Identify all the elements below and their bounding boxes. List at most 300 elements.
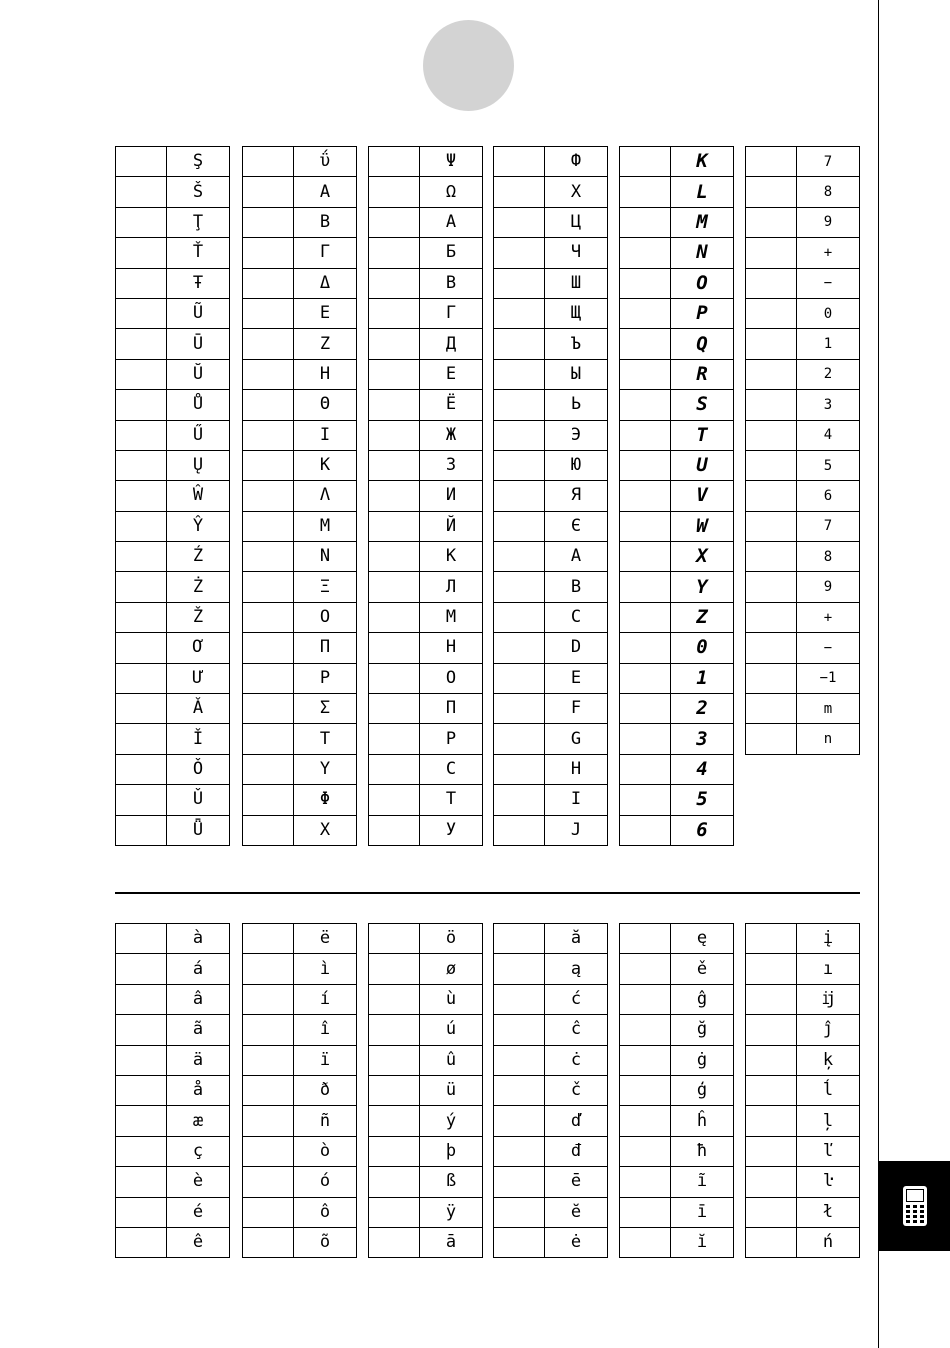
char-row xyxy=(494,511,608,541)
char-glyph-cell: Ů xyxy=(167,390,230,420)
char-glyph-cell: − xyxy=(797,633,860,663)
char-glyph-cell: 0 xyxy=(671,633,734,663)
char-glyph-cell: Ю xyxy=(545,450,608,480)
char-glyph-cell: Ż xyxy=(167,572,230,602)
char-code-cell xyxy=(116,694,167,724)
char-glyph-cell: ŀ xyxy=(797,1167,860,1197)
char-code-cell xyxy=(620,481,671,511)
char-glyph-cell: ė xyxy=(545,1227,608,1257)
char-code-cell xyxy=(116,633,167,663)
char-code-cell xyxy=(620,815,671,845)
char-code-cell xyxy=(243,724,294,754)
char-row xyxy=(243,754,357,784)
char-table-bottom-1 xyxy=(115,923,230,1258)
char-code-cell xyxy=(620,450,671,480)
chapter-tab xyxy=(879,1161,950,1251)
char-code-cell xyxy=(494,602,545,632)
char-glyph-cell: ô xyxy=(294,1197,357,1227)
char-glyph-cell: Ρ xyxy=(294,663,357,693)
char-row xyxy=(116,1045,230,1075)
char-code-cell xyxy=(620,1136,671,1166)
char-glyph-cell: è xyxy=(167,1167,230,1197)
char-row xyxy=(116,511,230,541)
char-glyph-cell: ë xyxy=(294,924,357,954)
char-glyph-cell: Ŧ xyxy=(167,268,230,298)
char-row xyxy=(116,390,230,420)
char-glyph-cell: ħ xyxy=(671,1136,734,1166)
char-glyph-cell: Z xyxy=(671,602,734,632)
char-row xyxy=(620,602,734,632)
char-code-cell xyxy=(369,815,420,845)
char-glyph-cell: Α xyxy=(294,177,357,207)
char-row xyxy=(369,1227,483,1257)
char-code-cell xyxy=(116,450,167,480)
char-glyph-cell: Х xyxy=(545,177,608,207)
char-glyph-cell: Л xyxy=(420,572,483,602)
char-glyph-cell: G xyxy=(545,724,608,754)
char-row xyxy=(494,1075,608,1105)
char-glyph-cell: P xyxy=(671,298,734,328)
char-glyph-cell: А xyxy=(420,207,483,237)
char-row xyxy=(620,329,734,359)
char-glyph-cell: Ъ xyxy=(545,329,608,359)
char-glyph-cell: ý xyxy=(420,1106,483,1136)
char-code-cell xyxy=(116,177,167,207)
char-glyph-cell: Ž xyxy=(167,602,230,632)
page-number-circle xyxy=(423,20,514,111)
char-row xyxy=(746,207,860,237)
char-code-cell xyxy=(746,147,797,177)
char-row xyxy=(243,984,357,1014)
char-code-cell xyxy=(243,450,294,480)
char-row xyxy=(746,984,860,1014)
char-glyph-cell: Є xyxy=(545,511,608,541)
char-code-cell xyxy=(620,954,671,984)
char-row xyxy=(116,694,230,724)
char-code-cell xyxy=(746,450,797,480)
char-glyph-cell: X xyxy=(671,542,734,572)
char-row xyxy=(243,924,357,954)
char-code-cell xyxy=(116,954,167,984)
char-code-cell xyxy=(116,207,167,237)
char-code-cell xyxy=(746,1197,797,1227)
char-glyph-cell: Б xyxy=(420,238,483,268)
char-glyph-cell: Τ xyxy=(294,724,357,754)
char-glyph-cell: E xyxy=(545,663,608,693)
char-table-bottom-5 xyxy=(619,923,734,1258)
char-glyph-cell: ľ xyxy=(797,1136,860,1166)
char-code-cell xyxy=(620,724,671,754)
char-code-cell xyxy=(620,147,671,177)
char-glyph-cell: ä xyxy=(167,1045,230,1075)
char-code-cell xyxy=(746,359,797,389)
char-glyph-cell: ĕ xyxy=(545,1197,608,1227)
char-glyph-cell: M xyxy=(671,207,734,237)
char-glyph-cell: Υ xyxy=(294,754,357,784)
char-glyph-cell: О xyxy=(420,663,483,693)
char-code-cell xyxy=(620,1167,671,1197)
char-code-cell xyxy=(746,1227,797,1257)
char-row xyxy=(369,1197,483,1227)
char-code-cell xyxy=(243,511,294,541)
char-code-cell xyxy=(116,754,167,784)
char-table-top-6 xyxy=(745,146,860,755)
char-code-cell xyxy=(116,1197,167,1227)
char-glyph-cell: ã xyxy=(167,1015,230,1045)
char-glyph-cell: A xyxy=(545,542,608,572)
char-row xyxy=(746,268,860,298)
char-row xyxy=(494,1167,608,1197)
char-code-cell xyxy=(620,754,671,784)
char-code-cell xyxy=(116,1167,167,1197)
char-row xyxy=(369,1106,483,1136)
char-glyph-cell: К xyxy=(420,542,483,572)
char-code-cell xyxy=(620,177,671,207)
char-glyph-cell: ó xyxy=(294,1167,357,1197)
char-row xyxy=(369,954,483,984)
char-glyph-cell: m xyxy=(797,694,860,724)
char-glyph-cell: ğ xyxy=(671,1015,734,1045)
char-glyph-cell: ÿ xyxy=(420,1197,483,1227)
char-glyph-cell: ļ xyxy=(797,1106,860,1136)
char-code-cell xyxy=(369,390,420,420)
char-glyph-cell: W xyxy=(671,511,734,541)
char-glyph-cell: S xyxy=(671,390,734,420)
char-glyph-cell: Y xyxy=(671,572,734,602)
char-row xyxy=(746,147,860,177)
char-row xyxy=(243,1045,357,1075)
char-table-top-2 xyxy=(242,146,357,846)
char-code-cell xyxy=(369,511,420,541)
char-glyph-cell: Ū xyxy=(167,329,230,359)
right-margin-rule xyxy=(878,0,879,1348)
char-row xyxy=(494,924,608,954)
char-glyph-cell: Ι xyxy=(294,420,357,450)
char-code-cell xyxy=(369,954,420,984)
char-code-cell xyxy=(746,481,797,511)
char-code-cell xyxy=(620,1227,671,1257)
char-table-top-4 xyxy=(493,146,608,846)
char-row xyxy=(494,1106,608,1136)
char-code-cell xyxy=(369,359,420,389)
char-row xyxy=(243,602,357,632)
char-row xyxy=(116,177,230,207)
char-glyph-cell: L xyxy=(671,177,734,207)
char-glyph-cell: ĥ xyxy=(671,1106,734,1136)
char-code-cell xyxy=(746,542,797,572)
char-row xyxy=(494,815,608,845)
char-row xyxy=(369,694,483,724)
char-row xyxy=(116,1167,230,1197)
char-code-cell xyxy=(746,298,797,328)
char-row xyxy=(746,481,860,511)
char-glyph-cell: Ŷ xyxy=(167,511,230,541)
char-code-cell xyxy=(369,633,420,663)
char-code-cell xyxy=(494,450,545,480)
char-code-cell xyxy=(369,147,420,177)
char-code-cell xyxy=(494,359,545,389)
char-row xyxy=(746,724,860,754)
char-row xyxy=(369,238,483,268)
char-row xyxy=(369,390,483,420)
char-glyph-cell: Ж xyxy=(420,420,483,450)
char-code-cell xyxy=(116,1106,167,1136)
char-code-cell xyxy=(494,785,545,815)
char-row xyxy=(369,481,483,511)
char-row xyxy=(116,147,230,177)
char-row xyxy=(620,1167,734,1197)
char-row xyxy=(620,1197,734,1227)
char-glyph-cell: ù xyxy=(420,984,483,1014)
char-code-cell xyxy=(620,1015,671,1045)
char-code-cell xyxy=(620,298,671,328)
char-glyph-cell: â xyxy=(167,984,230,1014)
char-row xyxy=(494,785,608,815)
char-row xyxy=(116,663,230,693)
char-code-cell xyxy=(243,238,294,268)
char-table-top-3 xyxy=(368,146,483,846)
char-glyph-cell: ā xyxy=(420,1227,483,1257)
char-glyph-cell: Р xyxy=(420,724,483,754)
char-code-cell xyxy=(746,1045,797,1075)
char-code-cell xyxy=(494,1167,545,1197)
char-row xyxy=(494,1045,608,1075)
char-code-cell xyxy=(369,1197,420,1227)
char-glyph-cell: Ţ xyxy=(167,207,230,237)
char-glyph-cell: Ω xyxy=(420,177,483,207)
char-glyph-cell: ġ xyxy=(671,1045,734,1075)
char-code-cell xyxy=(116,481,167,511)
char-glyph-cell: Π xyxy=(294,633,357,663)
char-code-cell xyxy=(116,785,167,815)
char-code-cell xyxy=(620,420,671,450)
char-code-cell xyxy=(494,420,545,450)
char-glyph-cell: В xyxy=(420,268,483,298)
char-row xyxy=(369,1136,483,1166)
char-code-cell xyxy=(369,1015,420,1045)
char-row xyxy=(620,694,734,724)
char-row xyxy=(243,1136,357,1166)
char-row xyxy=(620,663,734,693)
char-row xyxy=(620,1045,734,1075)
char-glyph-cell: ģ xyxy=(671,1075,734,1105)
char-code-cell xyxy=(620,390,671,420)
char-glyph-cell: ì xyxy=(294,954,357,984)
char-row xyxy=(620,268,734,298)
char-glyph-cell: Ơ xyxy=(167,633,230,663)
char-row xyxy=(369,724,483,754)
char-code-cell xyxy=(494,511,545,541)
char-code-cell xyxy=(620,542,671,572)
char-code-cell xyxy=(620,694,671,724)
char-code-cell xyxy=(620,924,671,954)
char-row xyxy=(620,1075,734,1105)
char-row xyxy=(369,542,483,572)
char-table-bottom-6 xyxy=(745,923,860,1258)
char-row xyxy=(369,359,483,389)
char-glyph-cell: Γ xyxy=(294,238,357,268)
char-code-cell xyxy=(116,1227,167,1257)
char-row xyxy=(243,724,357,754)
char-glyph-cell: ĵ xyxy=(797,1015,860,1045)
char-glyph-cell: ċ xyxy=(545,1045,608,1075)
char-row xyxy=(243,298,357,328)
char-code-cell xyxy=(746,984,797,1014)
char-code-cell xyxy=(116,572,167,602)
char-row xyxy=(746,633,860,663)
char-row xyxy=(116,602,230,632)
char-row xyxy=(620,1015,734,1045)
char-glyph-cell: į xyxy=(797,924,860,954)
char-row xyxy=(620,298,734,328)
char-table-top-1 xyxy=(115,146,230,846)
char-row xyxy=(494,450,608,480)
char-glyph-cell: Щ xyxy=(545,298,608,328)
char-row xyxy=(746,420,860,450)
char-glyph-cell: Ǎ xyxy=(167,694,230,724)
char-code-cell xyxy=(494,1106,545,1136)
char-row xyxy=(116,572,230,602)
char-code-cell xyxy=(494,954,545,984)
char-row xyxy=(116,924,230,954)
char-glyph-cell: Ŵ xyxy=(167,481,230,511)
char-glyph-cell: í xyxy=(294,984,357,1014)
char-code-cell xyxy=(243,1136,294,1166)
char-row xyxy=(494,754,608,784)
char-row xyxy=(243,238,357,268)
char-row xyxy=(369,754,483,784)
char-row xyxy=(494,147,608,177)
char-code-cell xyxy=(243,542,294,572)
char-code-cell xyxy=(369,694,420,724)
char-row xyxy=(116,984,230,1014)
char-code-cell xyxy=(369,177,420,207)
char-row xyxy=(746,924,860,954)
char-row xyxy=(243,268,357,298)
char-row xyxy=(243,1075,357,1105)
char-code-cell xyxy=(243,1015,294,1045)
char-glyph-cell: Σ xyxy=(294,694,357,724)
char-code-cell xyxy=(243,754,294,784)
char-code-cell xyxy=(620,633,671,663)
char-code-cell xyxy=(746,268,797,298)
char-glyph-cell: ĉ xyxy=(545,1015,608,1045)
char-code-cell xyxy=(243,177,294,207)
char-row xyxy=(369,147,483,177)
char-row xyxy=(494,420,608,450)
char-code-cell xyxy=(494,724,545,754)
char-glyph-cell: 7 xyxy=(797,147,860,177)
char-row xyxy=(494,207,608,237)
char-row xyxy=(116,207,230,237)
char-glyph-cell: ĭ xyxy=(671,1227,734,1257)
char-code-cell xyxy=(243,694,294,724)
char-row xyxy=(620,481,734,511)
char-code-cell xyxy=(494,177,545,207)
char-code-cell xyxy=(620,1197,671,1227)
char-glyph-cell: Ǒ xyxy=(167,754,230,784)
char-row xyxy=(243,511,357,541)
char-code-cell xyxy=(494,924,545,954)
char-glyph-cell: Э xyxy=(545,420,608,450)
char-row xyxy=(620,542,734,572)
char-code-cell xyxy=(620,984,671,1014)
char-code-cell xyxy=(369,268,420,298)
char-code-cell xyxy=(243,359,294,389)
char-code-cell xyxy=(494,298,545,328)
char-code-cell xyxy=(494,1227,545,1257)
char-row xyxy=(116,815,230,845)
char-glyph-cell: ê xyxy=(167,1227,230,1257)
char-code-cell xyxy=(746,663,797,693)
char-row xyxy=(243,177,357,207)
char-code-cell xyxy=(116,924,167,954)
char-code-cell xyxy=(243,1106,294,1136)
char-code-cell xyxy=(746,511,797,541)
char-row xyxy=(746,602,860,632)
char-code-cell xyxy=(369,542,420,572)
char-glyph-cell: Η xyxy=(294,359,357,389)
char-row xyxy=(116,1015,230,1045)
char-glyph-cell: ć xyxy=(545,984,608,1014)
char-glyph-cell: Д xyxy=(420,329,483,359)
char-row xyxy=(746,390,860,420)
char-code-cell xyxy=(494,390,545,420)
char-glyph-cell: C xyxy=(545,602,608,632)
char-row xyxy=(494,663,608,693)
char-glyph-cell: 8 xyxy=(797,542,860,572)
char-row xyxy=(116,785,230,815)
char-glyph-cell: I xyxy=(545,785,608,815)
char-glyph-cell: D xyxy=(545,633,608,663)
char-glyph-cell: Ξ xyxy=(294,572,357,602)
char-row xyxy=(116,633,230,663)
char-code-cell xyxy=(746,572,797,602)
char-glyph-cell: đ xyxy=(545,1136,608,1166)
char-code-cell xyxy=(494,633,545,663)
char-glyph-cell: H xyxy=(545,754,608,784)
char-glyph-cell: Ǐ xyxy=(167,724,230,754)
char-row xyxy=(620,511,734,541)
char-code-cell xyxy=(746,1106,797,1136)
char-code-cell xyxy=(243,815,294,845)
char-code-cell xyxy=(494,694,545,724)
char-code-cell xyxy=(243,147,294,177)
char-code-cell xyxy=(746,390,797,420)
char-glyph-cell: ú xyxy=(420,1015,483,1045)
char-row xyxy=(116,1136,230,1166)
char-code-cell xyxy=(243,1075,294,1105)
char-row xyxy=(494,984,608,1014)
char-row xyxy=(746,1227,860,1257)
char-code-cell xyxy=(116,815,167,845)
char-glyph-cell: Ũ xyxy=(167,298,230,328)
char-row xyxy=(620,1136,734,1166)
char-row xyxy=(369,450,483,480)
char-row xyxy=(369,633,483,663)
char-row xyxy=(116,1227,230,1257)
char-glyph-cell: N xyxy=(671,238,734,268)
char-glyph-cell: Ο xyxy=(294,602,357,632)
char-code-cell xyxy=(369,481,420,511)
char-row xyxy=(620,924,734,954)
char-glyph-cell: И xyxy=(420,481,483,511)
char-row xyxy=(369,1045,483,1075)
char-glyph-cell: Ы xyxy=(545,359,608,389)
char-glyph-cell: ü xyxy=(420,1075,483,1105)
char-code-cell xyxy=(620,359,671,389)
char-glyph-cell: 8 xyxy=(797,177,860,207)
